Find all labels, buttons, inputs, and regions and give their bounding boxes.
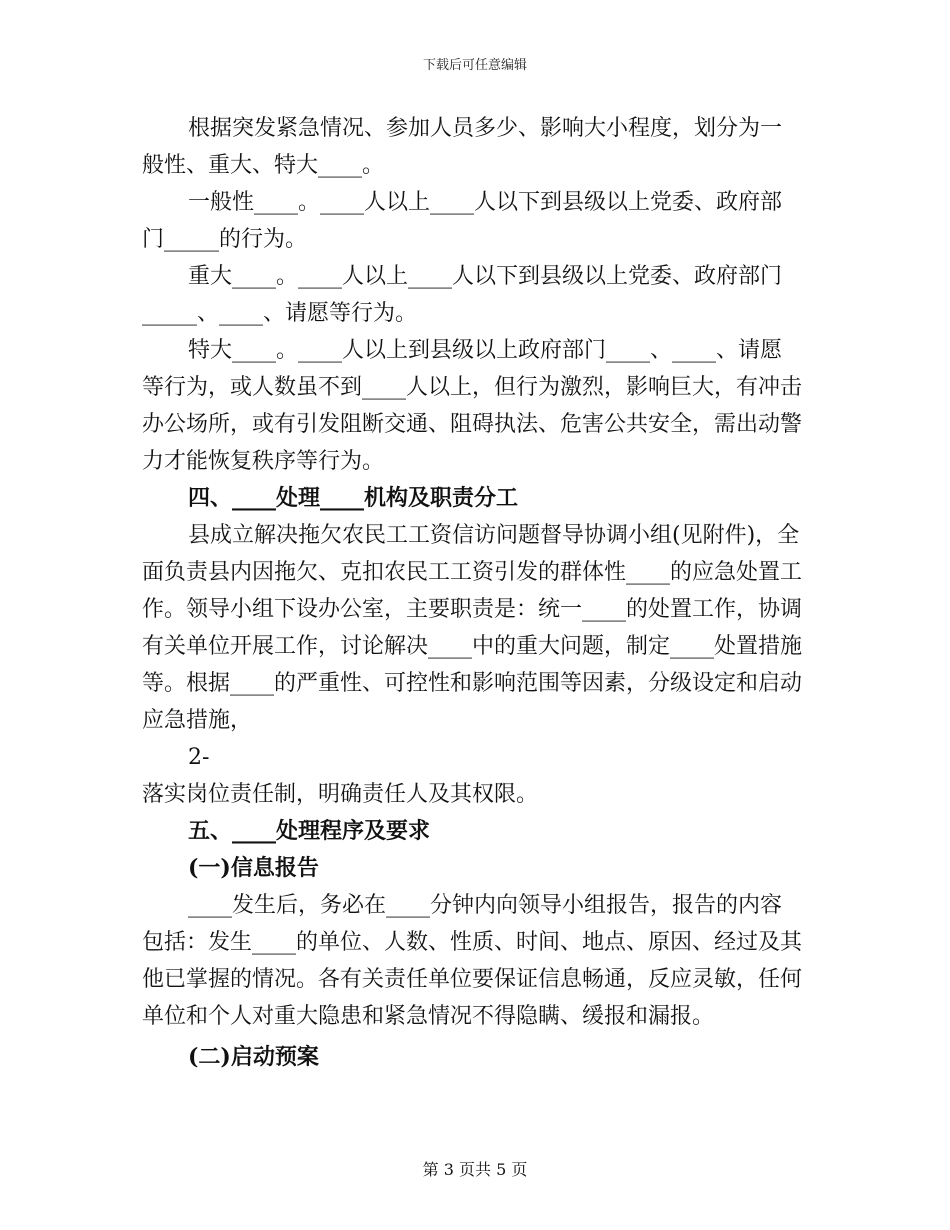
page-footer: 第 3 页共 5 页 (422, 1160, 528, 1179)
document-body (142, 110, 802, 1076)
paragraph-general-level: 一般性____。____人以上____人以下到县级以上党委、政府部门_____的行为。 (142, 190, 783, 252)
subheading-start-plan: (二)启动预案 (188, 1044, 319, 1070)
subheading-info-report: (一)信息报告 (188, 855, 319, 881)
paragraph-organization: 县成立解决拖欠农民工工资信访问题督导协调小组(见附件)，全面负责县内因拖欠、克扣农民工工资引发的群体性____的应急处置工作。领导小组下设办公室，主要职责是：统一____的处置工作，协调有关单位开展工作，讨论解决____中的重大问题，制定____处置措施等。根据____的严重性、可控性和影响范围等因素，分级设定和启动应急措施， (142, 523, 803, 733)
paragraph-info-report: ____发生后，务必在____分钟内向领导小组报告，报告的内容包括：发生____的单位、人数、性质、时间、地点、原因、经过及其他已掌握的情况。各有关责任单位要保证信息畅通，反应灵敏，任何单位和个人对重大隐患和紧急情况不得隐瞒、缓报和漏报。 (142, 893, 803, 1029)
paragraph-major-level: 重大____。____人以上____人以下到县级以上党委、政府部门_____、____、请愿等行为。 (142, 264, 783, 326)
page-header: 下载后可任意编辑 (422, 58, 527, 73)
section-heading-5: 五、____处理程序及要求 (188, 818, 431, 844)
section-heading-4: 四、____处理____机构及职责分工 (188, 485, 519, 511)
paragraph-classification: 根据突发紧急情况、参加人员多少、影响大小程度，划分为一般性、重大、特大____。 (142, 116, 783, 178)
paragraph-extraordinary-level: 特大____。____人以上到县级以上政府部门____、____、请愿等行为，或人数虽不到____人以上，但行为激烈，影响巨大，有冲击办公场所，或有引发阻断交通、阻碍执法、危害公共安全，需出动警力才能恢复秩序等行为。 (142, 338, 803, 474)
paragraph-responsibility: 落实岗位责任制，明确责任人及其权限。 (142, 782, 539, 807)
list-marker: 2- (188, 745, 210, 770)
